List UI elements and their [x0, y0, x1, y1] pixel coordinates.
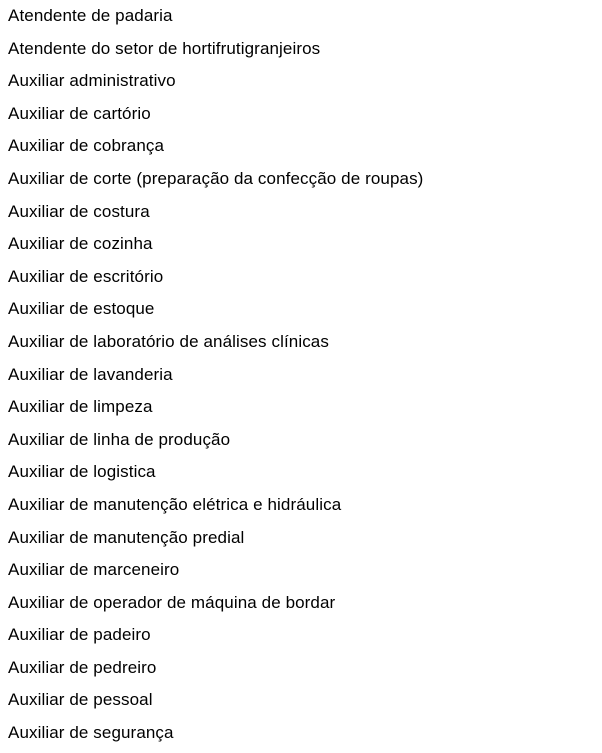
job-list-item: Auxiliar de cobrança: [8, 136, 165, 156]
job-list-item: Auxiliar de pedreiro: [8, 657, 157, 677]
job-list-item: Auxiliar de segurança: [8, 723, 174, 743]
job-list-item: Auxiliar de pessoal: [8, 690, 153, 710]
job-list-item: Auxiliar de manutenção elétrica e hidráulica: [8, 494, 342, 514]
job-list-item: Auxiliar de linha de produção: [8, 429, 231, 449]
job-list-item: Auxiliar de logistica: [8, 462, 156, 482]
job-list-item: Auxiliar de manutenção predial: [8, 527, 245, 547]
job-list-item: Auxiliar de costura: [8, 201, 150, 221]
job-list-item: Auxiliar de cozinha: [8, 234, 153, 254]
job-list-item: Atendente do setor de hortifrutigranjeiros: [8, 38, 321, 58]
job-list-item: Atendente de padaria: [8, 6, 173, 25]
job-list-item: Auxiliar de estoque: [8, 299, 155, 319]
job-list-item: Auxiliar de limpeza: [8, 397, 153, 417]
job-list-item: Auxiliar de laboratório de análises clínicas: [8, 331, 329, 351]
job-list-item: Auxiliar de cartório: [8, 103, 151, 123]
job-list-item: Auxiliar de lavanderia: [8, 364, 173, 384]
job-list-item: Auxiliar de corte (preparação da confecção de roupas): [8, 168, 424, 188]
job-list-item: Auxiliar de marceneiro: [8, 560, 180, 580]
job-list-item: Auxiliar de escritório: [8, 266, 164, 286]
job-list-item: Auxiliar de padeiro: [8, 625, 151, 645]
job-list-item: Auxiliar administrativo: [8, 71, 176, 91]
job-list-item: Auxiliar de operador de máquina de bordar: [8, 592, 336, 612]
